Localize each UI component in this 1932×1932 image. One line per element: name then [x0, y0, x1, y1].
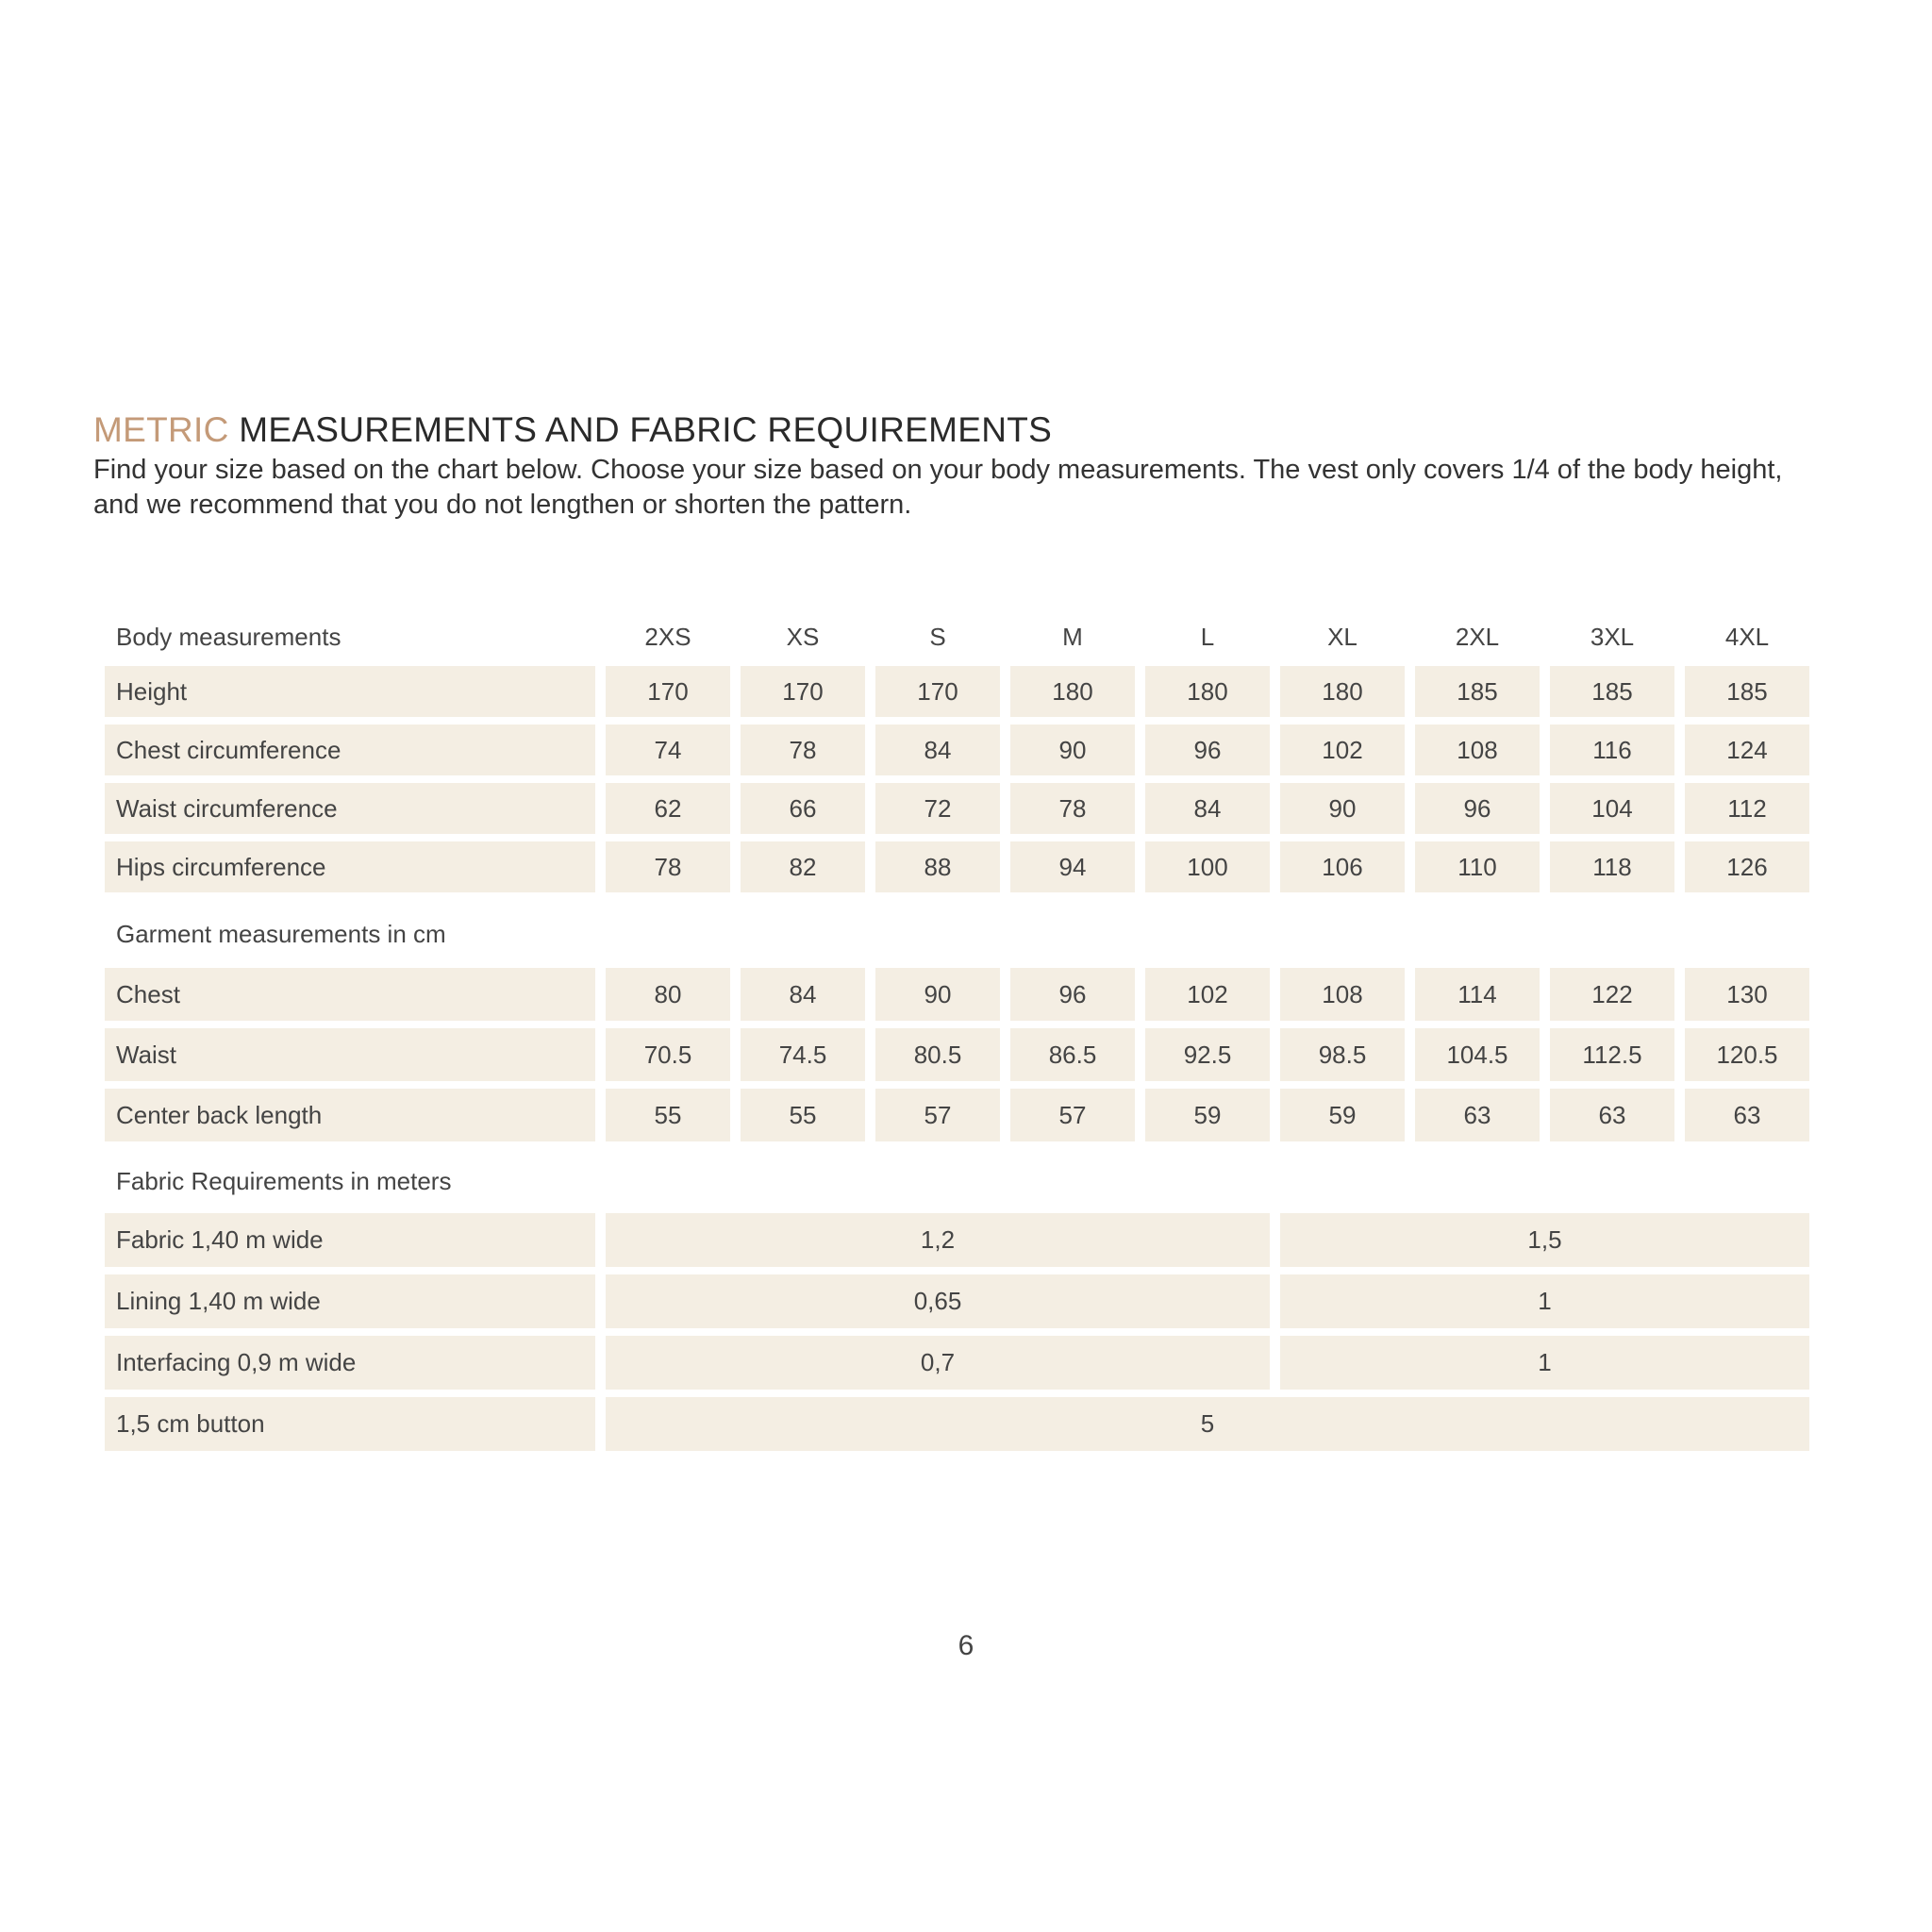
table-cell: 104: [1550, 783, 1674, 841]
table-cell: 63: [1415, 1089, 1540, 1149]
table-cell: 74: [606, 724, 730, 783]
size-header: L: [1200, 622, 1215, 651]
table-cell: 114: [1415, 968, 1540, 1028]
table-cell: 82: [741, 841, 865, 900]
table-cell: 59: [1145, 1089, 1270, 1149]
table-cell: 63: [1685, 1089, 1809, 1149]
row-label: Lining 1,40 m wide: [105, 1274, 595, 1336]
title-rest: MEASUREMENTS AND FABRIC REQUIREMENTS: [228, 410, 1053, 449]
table-cell: 55: [741, 1089, 865, 1149]
table-cell: 185: [1415, 666, 1540, 724]
table-cell: 110: [1415, 841, 1540, 900]
fabric-large-sizes-cell: 1: [1280, 1274, 1809, 1336]
row-label: Chest: [105, 968, 595, 1028]
fabric-small-sizes-cell: 0,65: [606, 1274, 1270, 1336]
table-cell: 90: [875, 968, 1000, 1028]
table-cell: 96: [1145, 724, 1270, 783]
row-label: Waist: [105, 1028, 595, 1089]
size-header: XS: [786, 622, 820, 651]
row-label: Interfacing 0,9 m wide: [105, 1336, 595, 1397]
table-cell: 84: [1145, 783, 1270, 841]
table-row-waist-circumference: [105, 783, 1809, 841]
button-count-cell: 5: [606, 1397, 1809, 1458]
table-cell: 180: [1280, 666, 1405, 724]
table-cell: 124: [1685, 724, 1809, 783]
size-header-row: [105, 608, 1809, 666]
table-cell: 78: [606, 841, 730, 900]
size-header: M: [1062, 622, 1083, 651]
table-cell: 84: [875, 724, 1000, 783]
fabric-small-sizes-cell: 1,2: [606, 1213, 1270, 1274]
table-cell: 74.5: [741, 1028, 865, 1089]
size-header: 2XS: [644, 622, 691, 651]
table-cell: 120.5: [1685, 1028, 1809, 1089]
fabric-small-sizes-cell: 0,7: [606, 1336, 1270, 1397]
table-cell: 96: [1415, 783, 1540, 841]
row-label: Waist circumference: [105, 783, 595, 841]
row-label: Fabric 1,40 m wide: [105, 1213, 595, 1274]
table-cell: 63: [1550, 1089, 1674, 1149]
table-cell: 170: [741, 666, 865, 724]
table-cell: 80.5: [875, 1028, 1000, 1089]
table-row-lining: [105, 1274, 1809, 1336]
size-header: 2XL: [1455, 622, 1500, 651]
table-row-fabric: [105, 1213, 1809, 1274]
table-cell: 94: [1010, 841, 1135, 900]
size-chart-table: [94, 608, 1820, 1458]
table-cell: 108: [1415, 724, 1540, 783]
table-cell: 100: [1145, 841, 1270, 900]
table-cell: 112.5: [1550, 1028, 1674, 1089]
table-cell: 66: [741, 783, 865, 841]
size-header: 4XL: [1724, 622, 1770, 651]
table-cell: 59: [1280, 1089, 1405, 1149]
table-cell: 104.5: [1415, 1028, 1540, 1089]
table-row-chest: [105, 968, 1809, 1028]
table-cell: 102: [1280, 724, 1405, 783]
fabric-large-sizes-cell: 1: [1280, 1336, 1809, 1397]
fabric-section-row: [105, 1149, 1809, 1213]
table-cell: 62: [606, 783, 730, 841]
garment-section-row: [105, 900, 1809, 968]
table-cell: 112: [1685, 783, 1809, 841]
table-cell: 70.5: [606, 1028, 730, 1089]
table-cell: 180: [1145, 666, 1270, 724]
table-cell: 102: [1145, 968, 1270, 1028]
table-row-center-back-length: [105, 1089, 1809, 1149]
size-header: XL: [1327, 622, 1357, 651]
title-accent: METRIC: [93, 410, 229, 449]
table-cell: 108: [1280, 968, 1405, 1028]
table-cell: 180: [1010, 666, 1135, 724]
table-row-hips-circumference: [105, 841, 1809, 900]
table-cell: 86.5: [1010, 1028, 1135, 1089]
row-label: Center back length: [105, 1089, 595, 1149]
table-cell: 57: [1010, 1089, 1135, 1149]
table-row-chest-circumference: [105, 724, 1809, 783]
row-label: Chest circumference: [105, 724, 595, 783]
table-cell: 170: [606, 666, 730, 724]
row-label: 1,5 cm button: [105, 1397, 595, 1458]
table-cell: 90: [1010, 724, 1135, 783]
table-cell: 126: [1685, 841, 1809, 900]
table-cell: 98.5: [1280, 1028, 1405, 1089]
row-label: Height: [105, 666, 595, 724]
row-label: Hips circumference: [105, 841, 595, 900]
table-cell: 55: [606, 1089, 730, 1149]
table-cell: 122: [1550, 968, 1674, 1028]
table-row-height: [105, 666, 1809, 724]
table-cell: 90: [1280, 783, 1405, 841]
table-cell: 96: [1010, 968, 1135, 1028]
table-cell: 185: [1550, 666, 1674, 724]
page-title: [93, 408, 1052, 453]
table-cell: 80: [606, 968, 730, 1028]
table-cell: 88: [875, 841, 1000, 900]
table-row-button: [105, 1397, 1809, 1458]
fabric-requirements-header: Fabric Requirements in meters: [116, 1166, 452, 1195]
table-cell: 72: [875, 783, 1000, 841]
body-measurements-header: Body measurements: [116, 622, 341, 651]
table-cell: 57: [875, 1089, 1000, 1149]
table-cell: 78: [741, 724, 865, 783]
size-header: 3XL: [1590, 622, 1635, 651]
fabric-large-sizes-cell: 1,5: [1280, 1213, 1809, 1274]
table-cell: 118: [1550, 841, 1674, 900]
table-cell: 130: [1685, 968, 1809, 1028]
table-cell: 106: [1280, 841, 1405, 900]
table-cell: 78: [1010, 783, 1135, 841]
table-cell: 116: [1550, 724, 1674, 783]
table-cell: 170: [875, 666, 1000, 724]
garment-measurements-header: Garment measurements in cm: [116, 919, 446, 948]
table-row-waist: [105, 1028, 1809, 1089]
size-header: S: [929, 622, 946, 651]
page-number: 6: [958, 1630, 974, 1661]
table-cell: 92.5: [1145, 1028, 1270, 1089]
table-row-interfacing: [105, 1336, 1809, 1397]
table-cell: 185: [1685, 666, 1809, 724]
table-cell: 84: [741, 968, 865, 1028]
intro-paragraph: Find your size based on the chart below. Choose your size based on your body measurements. The vest only covers 1/4 of the body height, and we recommend that you do not lengthen or shorten the pattern.: [93, 455, 1783, 520]
